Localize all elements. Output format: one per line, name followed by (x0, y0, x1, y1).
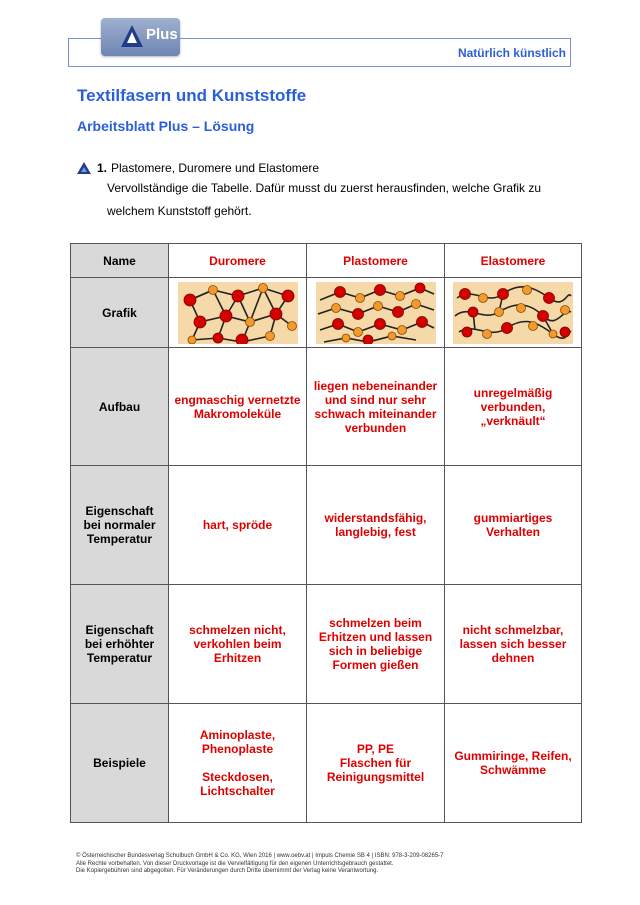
brand-label: Natürlich künstlich (457, 46, 566, 60)
footer (76, 853, 566, 876)
table-cell: liegen nebeneinander und sind nur sehr schwach miteinander verbunden (307, 348, 445, 466)
task-number: 1. (97, 161, 108, 175)
elastomere-coil-graphic (453, 282, 573, 344)
table-cell: PP, PE Flaschen für Reinigungsmittel (307, 704, 445, 823)
table-cell: schmelzen beim Erhitzen und lassen sich in beliebige Formen gießen (307, 585, 445, 704)
triangle-logo-icon (120, 24, 144, 48)
row-label: Grafik (71, 278, 169, 348)
footer-rights: Alle Rechte vorbehalten. Von dieser Druckvorlage ist die Vervielfältigung für den eigenen Unterrichtsgebrauch gestattet. (76, 860, 394, 867)
table-cell: widerstandsfähig, langlebig, fest (307, 466, 445, 585)
column-header-name: Name (71, 244, 169, 278)
task-instruction-line: welchem Kunststoff gehört. (107, 204, 252, 218)
table-row-normal-temperature (71, 466, 582, 585)
table-row-high-temperature (71, 585, 582, 704)
table-row-grafik (71, 278, 582, 348)
table-cell: engmaschig vernetzte Makromoleküle (169, 348, 307, 466)
plastomere-graphic-cell (307, 278, 445, 348)
table-cell: hart, spröde (169, 466, 307, 585)
row-label: Beispiele (71, 704, 169, 823)
duromere-network-graphic (178, 282, 298, 344)
table-cell: Aminoplaste, Phenoplaste Steckdosen, Lichtschalter (169, 704, 307, 823)
table-row-aufbau (71, 348, 582, 466)
task-heading: Plastomere, Duromere und Elastomere (111, 161, 320, 175)
table-row-beispiele (71, 704, 582, 823)
table-cell: nicht schmelzbar, lassen sich besser dehnen (445, 585, 582, 704)
footer-copyright: © Österreichischer Bundesverlag Schulbuch GmbH & Co. KG, Wien 2016 | www.oebv.at | Impuls Chemie SB 4 | ISBN: 978-3-209-08265-7 (76, 853, 444, 859)
row-label: Eigenschaft bei normaler Temperatur (71, 466, 169, 585)
logo-text: Plus (146, 26, 178, 43)
table-cell: schmelzen nicht, verkohlen beim Erhitzen (169, 585, 307, 704)
elastomere-graphic-cell (445, 278, 582, 348)
table-cell: gummiartiges Verhalten (445, 466, 582, 585)
task-instruction-line: Vervollständige die Tabelle. Dafür musst du zuerst herausfinden, welche Grafik zu (107, 181, 542, 195)
column-header-elastomere: Elastomere (445, 244, 582, 278)
page-title: Textilfasern und Kunststoffe (77, 86, 307, 105)
column-header-plastomere: Plastomere (307, 244, 445, 278)
page-subtitle: Arbeitsblatt Plus – Lösung (77, 118, 255, 134)
table-header-row (71, 244, 582, 278)
row-label: Aufbau (71, 348, 169, 466)
table-cell: Gummiringe, Reifen, Schwämme (445, 704, 582, 823)
plastomere-chains-graphic (316, 282, 436, 344)
duromere-graphic-cell (169, 278, 307, 348)
footer-disclaimer: Die Kopiergebühren sind abgegolten. Für Veränderungen durch Dritte übernimmt der Verlag keine Verantwortung. (76, 868, 379, 874)
polymer-table (70, 243, 582, 823)
task-triangle-icon (77, 162, 91, 174)
plus-logo (101, 18, 180, 56)
column-header-duromere: Duromere (169, 244, 307, 278)
table-cell: unregelmäßig verbunden, „verknäult“ (445, 348, 582, 466)
row-label: Eigenschaft bei erhöhter Temperatur (71, 585, 169, 704)
